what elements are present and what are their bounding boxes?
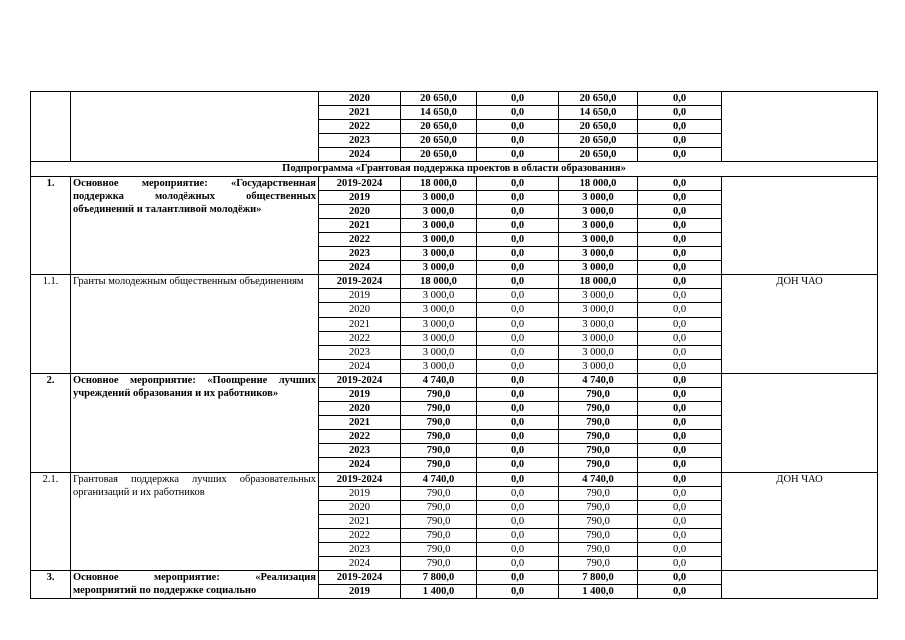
other-cell: 0,0 xyxy=(638,345,722,359)
period-cell: 2024 xyxy=(319,261,401,275)
regional-cell: 3 000,0 xyxy=(559,289,638,303)
other-cell: 0,0 xyxy=(638,134,722,148)
regional-cell: 7 800,0 xyxy=(559,571,638,585)
period-cell: 2022 xyxy=(319,120,401,134)
other-cell: 0,0 xyxy=(638,359,722,373)
period-cell: 2023 xyxy=(319,444,401,458)
subprogram-title: Подпрограмма «Грантовая поддержка проектов в области образования» xyxy=(31,162,878,176)
regional-cell: 3 000,0 xyxy=(559,331,638,345)
total-cell: 20 650,0 xyxy=(401,134,477,148)
regional-cell: 3 000,0 xyxy=(559,317,638,331)
regional-cell: 18 000,0 xyxy=(559,176,638,190)
federal-cell: 0,0 xyxy=(477,134,559,148)
federal-cell: 0,0 xyxy=(477,571,559,585)
federal-cell: 0,0 xyxy=(477,261,559,275)
federal-cell: 0,0 xyxy=(477,514,559,528)
number-cell xyxy=(31,92,71,162)
total-cell: 790,0 xyxy=(401,528,477,542)
total-cell: 790,0 xyxy=(401,543,477,557)
total-cell: 18 000,0 xyxy=(401,275,477,289)
total-cell: 790,0 xyxy=(401,557,477,571)
financing-table xyxy=(30,91,878,599)
table-body xyxy=(31,92,878,599)
federal-cell: 0,0 xyxy=(477,543,559,557)
total-cell: 3 000,0 xyxy=(401,303,477,317)
total-cell: 20 650,0 xyxy=(401,92,477,106)
federal-cell: 0,0 xyxy=(477,218,559,232)
total-cell: 3 000,0 xyxy=(401,359,477,373)
regional-cell: 790,0 xyxy=(559,430,638,444)
other-cell: 0,0 xyxy=(638,444,722,458)
other-cell: 0,0 xyxy=(638,373,722,387)
period-cell: 2021 xyxy=(319,416,401,430)
period-cell: 2024 xyxy=(319,359,401,373)
federal-cell: 0,0 xyxy=(477,289,559,303)
regional-cell: 20 650,0 xyxy=(559,148,638,162)
total-cell: 20 650,0 xyxy=(401,120,477,134)
total-cell: 790,0 xyxy=(401,500,477,514)
other-cell: 0,0 xyxy=(638,585,722,599)
total-cell: 3 000,0 xyxy=(401,331,477,345)
description-cell xyxy=(71,92,319,162)
total-cell: 790,0 xyxy=(401,387,477,401)
period-cell: 2024 xyxy=(319,458,401,472)
period-cell: 2020 xyxy=(319,303,401,317)
federal-cell: 0,0 xyxy=(477,106,559,120)
period-cell: 2019-2024 xyxy=(319,275,401,289)
executor-cell xyxy=(722,176,878,275)
regional-cell: 3 000,0 xyxy=(559,345,638,359)
description-cell: Основное мероприятие: «Реализация мероприятий по поддержке социально xyxy=(71,571,319,599)
other-cell: 0,0 xyxy=(638,275,722,289)
federal-cell: 0,0 xyxy=(477,430,559,444)
federal-cell: 0,0 xyxy=(477,416,559,430)
regional-cell: 790,0 xyxy=(559,543,638,557)
other-cell: 0,0 xyxy=(638,190,722,204)
other-cell: 0,0 xyxy=(638,204,722,218)
period-cell: 2021 xyxy=(319,106,401,120)
regional-cell: 790,0 xyxy=(559,458,638,472)
period-cell: 2019 xyxy=(319,289,401,303)
table-row xyxy=(31,176,878,190)
total-cell: 790,0 xyxy=(401,402,477,416)
period-cell: 2022 xyxy=(319,430,401,444)
other-cell: 0,0 xyxy=(638,402,722,416)
other-cell: 0,0 xyxy=(638,120,722,134)
period-cell: 2021 xyxy=(319,514,401,528)
period-cell: 2019-2024 xyxy=(319,373,401,387)
regional-cell: 3 000,0 xyxy=(559,303,638,317)
number-cell: 1.1. xyxy=(31,275,71,374)
regional-cell: 1 400,0 xyxy=(559,585,638,599)
period-cell: 2023 xyxy=(319,247,401,261)
regional-cell: 20 650,0 xyxy=(559,92,638,106)
federal-cell: 0,0 xyxy=(477,585,559,599)
total-cell: 790,0 xyxy=(401,416,477,430)
period-cell: 2020 xyxy=(319,204,401,218)
regional-cell: 790,0 xyxy=(559,387,638,401)
other-cell: 0,0 xyxy=(638,416,722,430)
federal-cell: 0,0 xyxy=(477,444,559,458)
federal-cell: 0,0 xyxy=(477,303,559,317)
executor-cell: ДОН ЧАО xyxy=(722,472,878,571)
federal-cell: 0,0 xyxy=(477,120,559,134)
period-cell: 2021 xyxy=(319,218,401,232)
regional-cell: 4 740,0 xyxy=(559,472,638,486)
federal-cell: 0,0 xyxy=(477,176,559,190)
other-cell: 0,0 xyxy=(638,148,722,162)
total-cell: 3 000,0 xyxy=(401,204,477,218)
federal-cell: 0,0 xyxy=(477,528,559,542)
regional-cell: 790,0 xyxy=(559,486,638,500)
total-cell: 1 400,0 xyxy=(401,585,477,599)
federal-cell: 0,0 xyxy=(477,486,559,500)
regional-cell: 790,0 xyxy=(559,416,638,430)
other-cell: 0,0 xyxy=(638,261,722,275)
other-cell: 0,0 xyxy=(638,176,722,190)
other-cell: 0,0 xyxy=(638,247,722,261)
table-row xyxy=(31,92,878,106)
other-cell: 0,0 xyxy=(638,472,722,486)
other-cell: 0,0 xyxy=(638,528,722,542)
federal-cell: 0,0 xyxy=(477,92,559,106)
description-cell: Основное мероприятие: «Государственная поддержка молодёжных общественных объединений и талантливой молодёжи» xyxy=(71,176,319,275)
total-cell: 4 740,0 xyxy=(401,472,477,486)
total-cell: 3 000,0 xyxy=(401,190,477,204)
total-cell: 790,0 xyxy=(401,486,477,500)
period-cell: 2024 xyxy=(319,557,401,571)
regional-cell: 3 000,0 xyxy=(559,261,638,275)
period-cell: 2023 xyxy=(319,134,401,148)
description-cell: Грантовая поддержка лучших образовательных организаций и их работников xyxy=(71,472,319,571)
other-cell: 0,0 xyxy=(638,92,722,106)
federal-cell: 0,0 xyxy=(477,387,559,401)
total-cell: 14 650,0 xyxy=(401,106,477,120)
regional-cell: 20 650,0 xyxy=(559,120,638,134)
regional-cell: 18 000,0 xyxy=(559,275,638,289)
other-cell: 0,0 xyxy=(638,486,722,500)
federal-cell: 0,0 xyxy=(477,472,559,486)
other-cell: 0,0 xyxy=(638,331,722,345)
period-cell: 2024 xyxy=(319,148,401,162)
regional-cell: 3 000,0 xyxy=(559,204,638,218)
total-cell: 790,0 xyxy=(401,444,477,458)
federal-cell: 0,0 xyxy=(477,500,559,514)
federal-cell: 0,0 xyxy=(477,148,559,162)
federal-cell: 0,0 xyxy=(477,331,559,345)
total-cell: 3 000,0 xyxy=(401,289,477,303)
regional-cell: 3 000,0 xyxy=(559,218,638,232)
period-cell: 2022 xyxy=(319,232,401,246)
regional-cell: 790,0 xyxy=(559,528,638,542)
table-row xyxy=(31,275,878,289)
federal-cell: 0,0 xyxy=(477,458,559,472)
regional-cell: 790,0 xyxy=(559,500,638,514)
regional-cell: 790,0 xyxy=(559,402,638,416)
period-cell: 2019-2024 xyxy=(319,472,401,486)
total-cell: 7 800,0 xyxy=(401,571,477,585)
subprogram-row xyxy=(31,162,878,176)
period-cell: 2019 xyxy=(319,190,401,204)
regional-cell: 3 000,0 xyxy=(559,232,638,246)
other-cell: 0,0 xyxy=(638,514,722,528)
number-cell: 2. xyxy=(31,373,71,472)
executor-cell xyxy=(722,571,878,599)
total-cell: 3 000,0 xyxy=(401,218,477,232)
period-cell: 2020 xyxy=(319,402,401,416)
regional-cell: 3 000,0 xyxy=(559,359,638,373)
federal-cell: 0,0 xyxy=(477,190,559,204)
regional-cell: 20 650,0 xyxy=(559,134,638,148)
executor-cell: ДОН ЧАО xyxy=(722,275,878,374)
period-cell: 2022 xyxy=(319,528,401,542)
period-cell: 2019-2024 xyxy=(319,176,401,190)
total-cell: 4 740,0 xyxy=(401,373,477,387)
regional-cell: 14 650,0 xyxy=(559,106,638,120)
federal-cell: 0,0 xyxy=(477,345,559,359)
period-cell: 2023 xyxy=(319,345,401,359)
regional-cell: 790,0 xyxy=(559,557,638,571)
other-cell: 0,0 xyxy=(638,317,722,331)
period-cell: 2019 xyxy=(319,387,401,401)
other-cell: 0,0 xyxy=(638,571,722,585)
period-cell: 2019-2024 xyxy=(319,571,401,585)
table-row xyxy=(31,472,878,486)
federal-cell: 0,0 xyxy=(477,204,559,218)
other-cell: 0,0 xyxy=(638,303,722,317)
number-cell: 1. xyxy=(31,176,71,275)
other-cell: 0,0 xyxy=(638,232,722,246)
total-cell: 790,0 xyxy=(401,458,477,472)
total-cell: 3 000,0 xyxy=(401,261,477,275)
number-cell: 3. xyxy=(31,571,71,599)
regional-cell: 790,0 xyxy=(559,444,638,458)
other-cell: 0,0 xyxy=(638,387,722,401)
regional-cell: 790,0 xyxy=(559,514,638,528)
period-cell: 2022 xyxy=(319,331,401,345)
number-cell: 2.1. xyxy=(31,472,71,571)
other-cell: 0,0 xyxy=(638,458,722,472)
table-row xyxy=(31,571,878,585)
federal-cell: 0,0 xyxy=(477,317,559,331)
period-cell: 2019 xyxy=(319,486,401,500)
regional-cell: 3 000,0 xyxy=(559,190,638,204)
other-cell: 0,0 xyxy=(638,430,722,444)
document-page xyxy=(30,91,878,599)
other-cell: 0,0 xyxy=(638,557,722,571)
period-cell: 2020 xyxy=(319,500,401,514)
other-cell: 0,0 xyxy=(638,289,722,303)
executor-cell xyxy=(722,92,878,162)
period-cell: 2023 xyxy=(319,543,401,557)
total-cell: 3 000,0 xyxy=(401,345,477,359)
description-cell: Гранты молодежным общественным объединениям xyxy=(71,275,319,374)
regional-cell: 3 000,0 xyxy=(559,247,638,261)
federal-cell: 0,0 xyxy=(477,232,559,246)
description-cell: Основное мероприятие: «Поощрение лучших учреждений образования и их работников» xyxy=(71,373,319,472)
federal-cell: 0,0 xyxy=(477,247,559,261)
period-cell: 2021 xyxy=(319,317,401,331)
other-cell: 0,0 xyxy=(638,500,722,514)
other-cell: 0,0 xyxy=(638,106,722,120)
table-row xyxy=(31,373,878,387)
period-cell: 2019 xyxy=(319,585,401,599)
total-cell: 790,0 xyxy=(401,514,477,528)
total-cell: 20 650,0 xyxy=(401,148,477,162)
federal-cell: 0,0 xyxy=(477,373,559,387)
total-cell: 3 000,0 xyxy=(401,317,477,331)
federal-cell: 0,0 xyxy=(477,402,559,416)
total-cell: 3 000,0 xyxy=(401,232,477,246)
federal-cell: 0,0 xyxy=(477,275,559,289)
other-cell: 0,0 xyxy=(638,218,722,232)
executor-cell xyxy=(722,373,878,472)
other-cell: 0,0 xyxy=(638,543,722,557)
federal-cell: 0,0 xyxy=(477,359,559,373)
period-cell: 2020 xyxy=(319,92,401,106)
regional-cell: 4 740,0 xyxy=(559,373,638,387)
total-cell: 3 000,0 xyxy=(401,247,477,261)
total-cell: 790,0 xyxy=(401,430,477,444)
federal-cell: 0,0 xyxy=(477,557,559,571)
total-cell: 18 000,0 xyxy=(401,176,477,190)
